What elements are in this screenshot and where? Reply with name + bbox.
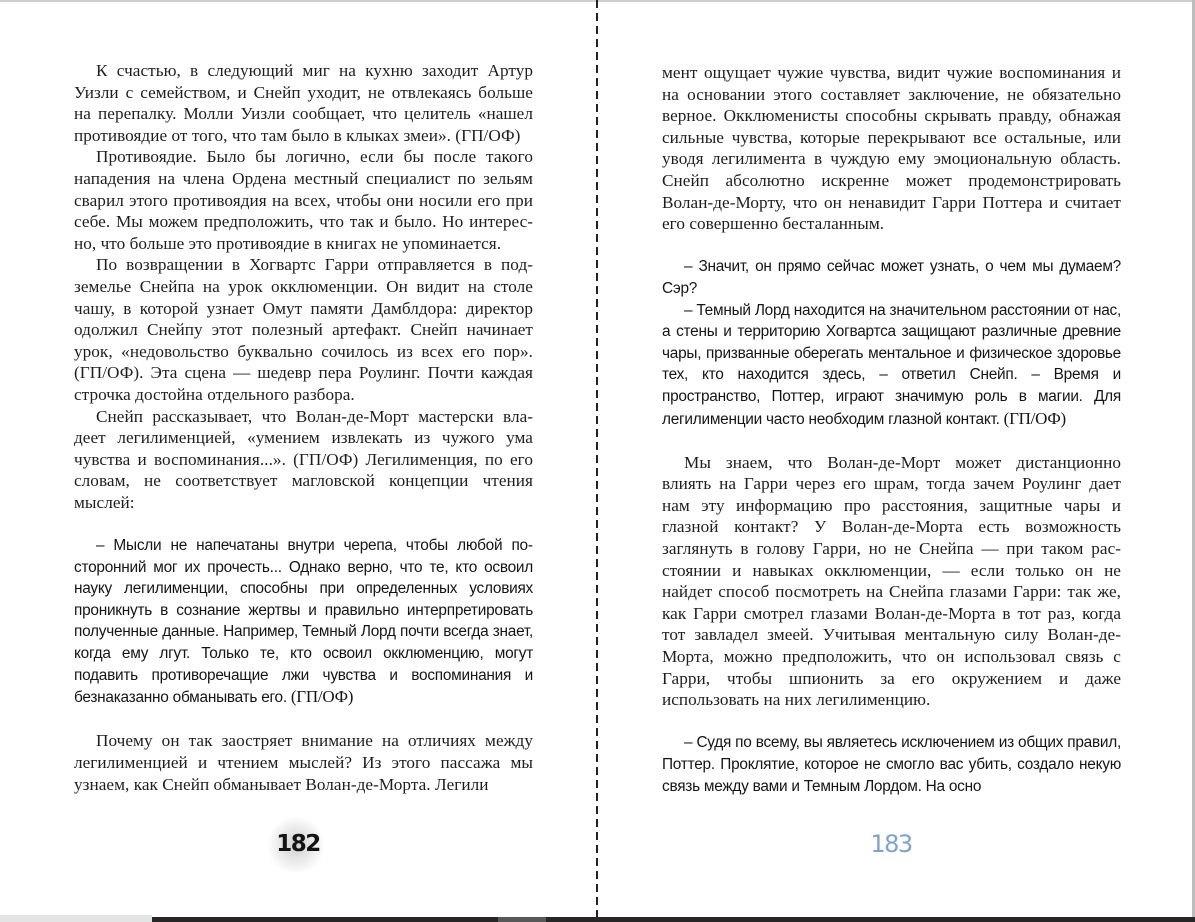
right-page — [598, 0, 1192, 917]
quote-paragraph — [74, 535, 533, 709]
page-number-left — [263, 826, 333, 862]
paragraph: По возвращении в Хогвартс Гарри отправляется в подземелье Снейпа на урок окклюменции. Он видит на столе чашу, в которой узнает Омут памяти Дамблдора: директор одолжил Снейпу этот полезный артефакт. Снейп начинает урок, «недовольство буквально сочилось из всех его пор». (ГП/ОФ). Эта сцена — шедевр пера Роулинг. Почти каждая строчка достойна отдельного разбора. — [74, 255, 533, 404]
paragraph-spacer — [662, 430, 1121, 452]
paragraph-spacer — [662, 235, 1121, 257]
paragraph: К счастью, в следующий миг на кухню заходит Артур Уизли с семейством, и Снейп уходит, не отвлекаясь больше на перепалку. Молли Уизли сообщает, что целитель «нашел противоядие от того, что там было в клыках змеи». (ГП/ОФ) — [74, 61, 533, 145]
paragraph-spacer — [662, 711, 1121, 733]
source-citation: (ГП/ОФ) — [286, 687, 354, 707]
viewer-bottom-strip — [0, 915, 152, 922]
scrollbar-thumb[interactable] — [498, 917, 546, 922]
quote-paragraph: – Судя по всему, вы являетесь исключением из общих правил, Поттер. Проклятие, которое не смогло вас убить, создало некую связь между вами и Темным Лордом. На осно — [662, 734, 1121, 795]
quote-paragraph — [662, 300, 1121, 431]
paragraph: Снейп рассказывает, что Волан-де-Морт мастерски владеет легилименцией, «умением извлекать из чужого ума чувства и воспоминания...». (ГП/ОФ) Легилименция, по его словам, не соответствует магловской концепции чтения мыслей: — [74, 406, 533, 512]
paragraph: Почему он так заостряет внимание на отличиях между легилименцией и чтением мыслей? Из этого пассажа мы узнаем, как Снейп обманывает Волан-де-Морта. Легили — [74, 731, 533, 794]
page-number-text: 183 — [870, 830, 912, 858]
paragraph: Мы знаем, что Волан-де-Морт может дистанционно влиять на Гарри через его шрам, тогда зачем Роулинг дает нам эту информацию про расстояния, защитные чары и глазной контакт? У Волан-де-Морта есть возможность заглянуть в голову Гарри, но не Снейпа — при таком расстоянии и навыках окклюменции, — если только он не найдет способ посмотреть на Снейпа глазами Гарри: так же, как Гарри смотрел глазами Волан-де-Морта в тот раз, когда тот завладел змеей. Учитывая ментальную силу Волан-де-Морта, можно предположить, что он использовал связь с Гарри, чтобы шпионить за его окружением и даже использовать на них легилименцию. — [662, 452, 1121, 710]
quote-text: – Мысли не напечатаны внутри черепа, чтобы любой посторонний мог их прочесть... Однако верно, что те, кто освоил науку легилименции, способны при определенных условиях проникнуть в сознание жертвы и правильно интерпретировать полученные данные. Например, Темный Лорд почти всегда знает, когда ему лгут. Только те, кто освоил окклюменцию, могут подавить противоречащие лжи чувства и воспоминания и безнаказанно обманывать его. — [74, 537, 533, 707]
quote-paragraph: – Значит, он прямо сейчас может узнать, о чем мы думаем? Сэр? — [662, 258, 1121, 297]
page-number-right — [856, 826, 926, 862]
paragraph-spacer — [74, 709, 533, 731]
paragraph-spacer — [74, 513, 533, 535]
left-page — [0, 0, 596, 917]
quote-text: – Темный Лорд находится на значительном расстоянии от нас, а стены и территорию Хогвартса защищают различные древние чары, призванные оберегать ментальное и физическое здоровье тех, кто находится здесь, – ответил Снейп. – Время и пространство, Поттер, играют значимую роль в магии. Для легилименции часто необходим глазной контакт. — [662, 301, 1121, 428]
right-page-text-column — [662, 62, 1121, 797]
left-page-text-column — [74, 60, 533, 795]
page-number-text: 182 — [276, 831, 320, 857]
paragraph: мент ощущает чужие чувства, видит чужие воспоминания и на основании этого составляет заключение, не обязательно верное. Окклюменисты способны скрывать правду, обнажая сильные чувства, которые перекрывают все остальные, или уводя легилимента в чуждую ему эмоциональную область. Снейп абсолютно искренне может продемонстрировать Волан-де-Морту, что он ненавидит Гарри Поттера и считает его совершенно бесталанным. — [662, 63, 1121, 234]
source-citation: (ГП/ОФ) — [999, 408, 1066, 428]
viewer-bottom-bar — [152, 917, 1195, 922]
paragraph: Противоядие. Было бы логично, если бы после такого нападения на члена Ордена местный специалист по зельям сварил этого противоядия на всех, чтобы они носили его при себе. Мы можем предположить, что так и было. Но интересно, что больше это противоядие в книгах не упоминается. — [74, 147, 533, 253]
